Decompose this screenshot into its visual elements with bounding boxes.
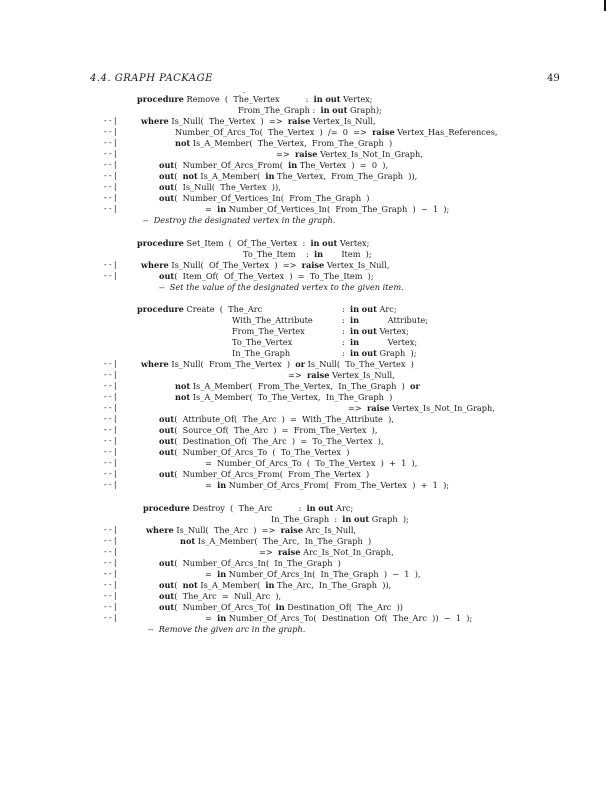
keyword: raise [372, 127, 395, 137]
code-line: => raise Vertex_Is_Not_In_Graph, [348, 403, 495, 413]
code-line: out( Destination_Of( The_Arc ) = To_The_Vertex ), [159, 436, 384, 446]
keyword: out [159, 271, 175, 281]
keyword: raise [301, 260, 325, 270]
change-bar: --| [103, 171, 119, 180]
change-bar: --| [103, 160, 119, 169]
running-header-section: 4.4. GRAPH PACKAGE [90, 73, 213, 84]
code-line: => raise Vertex_Is_Null, [288, 370, 395, 380]
code-line: Number_Of_Arcs_To( The_Vertex ) /= 0 => raise Vertex_Has_References, [175, 127, 498, 137]
code-line: To_The_Item : in Item ); [243, 249, 372, 259]
change-bar: --| [103, 149, 119, 158]
keyword: not [175, 381, 191, 391]
code-line [143, 215, 612, 226]
change-bar: --| [103, 536, 119, 545]
comment-text: -- Set the value of the designated vertex to the given item. [159, 282, 404, 292]
change-bar: --| [103, 381, 119, 390]
keyword: out [361, 304, 377, 314]
code-line: = in Number_Of_Arcs_From( From_The_Vertex ) + 1 ); [205, 480, 450, 490]
keyword: in [313, 94, 323, 104]
change-bar: --| [103, 138, 119, 147]
code-line: = Number_Of_Arcs_To ( To_The_Vertex ) + 1 ), [205, 458, 418, 468]
code-line: In_The_Graph : in out Graph ); [271, 514, 409, 524]
keyword: in [349, 348, 360, 358]
code-line: where Is_Null( Of_The_Vertex ) => raise Vertex_Is_Null, [141, 260, 390, 270]
code-line: out( not Is_A_Member( in The_Vertex, From_The_Graph )), [159, 171, 418, 181]
keyword: out [159, 580, 175, 590]
code-line: out( Number_Of_Vertices_In( From_The_Graph ) [159, 193, 370, 203]
keyword: in [275, 602, 285, 612]
change-bar: --| [103, 425, 119, 434]
code-line: out( Number_Of_Arcs_From( From_The_Vertex ) [159, 469, 370, 479]
keyword: out [159, 447, 175, 457]
keyword: in [217, 480, 227, 490]
keyword: in [265, 580, 275, 590]
keyword: in [349, 326, 360, 336]
keyword: in [306, 503, 316, 513]
code-line: not Is_A_Member( To_The_Vertex, In_The_Graph ) [175, 392, 393, 402]
code-line: : in Vertex; [342, 337, 418, 347]
keyword: out [318, 503, 334, 513]
code-line: out( The_Arc = Null_Arc ), [159, 591, 282, 601]
change-bar: --| [103, 613, 119, 622]
code-line: out( Source_Of( The_Arc ) = From_The_Vertex ), [159, 425, 378, 435]
code-line: out( Number_Of_Arcs_In( In_The_Graph ) [159, 558, 341, 568]
keyword: out [159, 591, 175, 601]
code-line: procedure Set_Item ( Of_The_Vertex : in out Vertex; [137, 238, 370, 248]
change-bar: --| [103, 525, 119, 534]
change-bar: --| [103, 469, 119, 478]
keyword: where [141, 359, 169, 369]
code-line: With_The_Attribute [232, 315, 313, 325]
code-line: out( not Is_A_Member( in The_Arc, In_The_Graph )), [159, 580, 392, 590]
change-bar: --| [103, 569, 119, 578]
code-line: From_The_Vertex [232, 326, 305, 336]
keyword: raise [306, 370, 330, 380]
keyword: out [332, 105, 348, 115]
keyword: raise [277, 547, 301, 557]
change-bar: --| [103, 602, 119, 611]
change-bar: --| [103, 116, 119, 125]
keyword: where [141, 116, 169, 126]
change-bar: --| [103, 370, 119, 379]
keyword: in [342, 514, 352, 524]
code-line [148, 624, 612, 635]
keyword: out [353, 514, 370, 524]
change-bar: --| [103, 447, 119, 456]
keyword: out [159, 425, 175, 435]
change-bar: --| [103, 458, 119, 467]
code-line: = in Number_Of_Vertices_In( From_The_Graph ) − 1 ); [205, 204, 450, 214]
code-line: => raise Arc_Is_Not_In_Graph, [259, 547, 394, 557]
change-bar: --| [103, 260, 119, 269]
keyword: in [288, 160, 298, 170]
keyword: out [361, 348, 377, 358]
keyword: where [146, 525, 174, 535]
comment-text: -- Remove the given arc in the graph. [148, 624, 306, 634]
code-line: = in Number_Of_Arcs_In( In_The_Graph ) − 1 ), [205, 569, 421, 579]
keyword: out [159, 171, 175, 181]
keyword: raise [366, 403, 390, 413]
code-line: out( Item_Of( Of_The_Vertex ) = To_The_Item ); [159, 271, 374, 281]
code-line: In_The_Graph [232, 348, 291, 358]
code-line [159, 282, 612, 293]
keyword: out [159, 602, 175, 612]
keyword: procedure [137, 94, 184, 104]
code-line: procedure Create ( The_Arc [137, 304, 263, 314]
keyword: out [322, 238, 338, 248]
keyword: out [159, 160, 175, 170]
change-bar: --| [103, 480, 119, 489]
keyword: in [349, 315, 360, 325]
change-bar: --| [103, 193, 119, 202]
change-bar: --| [103, 591, 119, 600]
change-bar: --| [103, 414, 119, 423]
keyword: out [159, 182, 175, 192]
code-line: To_The_Vertex [232, 337, 293, 347]
code-line: : in out Arc; [342, 304, 397, 314]
code-line: From_The_Graph : in out Graph); [238, 105, 382, 115]
code-line: => raise Vertex_Is_Not_In_Graph, [276, 149, 423, 159]
keyword: in [217, 204, 227, 214]
code-line: : in Attribute; [342, 315, 428, 325]
keyword: in [310, 238, 320, 248]
change-bar: --| [103, 436, 119, 445]
keyword: or [410, 381, 420, 391]
keyword: in [320, 105, 330, 115]
change-bar: --| [103, 182, 119, 191]
code-line: out( Attribute_Of( The_Arc ) = With_The_Attribute ), [159, 414, 394, 424]
comment-text: -- Destroy the designated vertex in the graph. [143, 215, 336, 225]
keyword: not [175, 392, 191, 402]
keyword: out [159, 414, 175, 424]
code-line: not Is_A_Member( The_Arc, In_The_Graph ) [180, 536, 372, 546]
keyword: not [182, 171, 198, 181]
keyword: in [265, 171, 275, 181]
keyword: not [180, 536, 196, 546]
change-bar: --| [103, 392, 119, 401]
code-line: not Is_A_Member( From_The_Vertex, In_The_Graph ) or [175, 381, 420, 391]
code-line: out( Number_Of_Arcs_From( in The_Vertex ) = 0 ), [159, 160, 389, 170]
keyword: in [217, 569, 227, 579]
keyword: out [159, 436, 175, 446]
keyword: where [141, 260, 169, 270]
keyword: not [175, 138, 191, 148]
keyword: out [159, 193, 175, 203]
keyword: in [349, 304, 360, 314]
change-bar: --| [103, 127, 119, 136]
change-bar: --| [103, 547, 119, 556]
keyword: out [361, 326, 377, 336]
page-number: 49 [547, 73, 560, 84]
code-line: = in Number_Of_Arcs_To( Destination Of( The_Arc )) − 1 ); [205, 613, 473, 623]
keyword: out [325, 94, 341, 104]
keyword: out [159, 469, 175, 479]
keyword: procedure [137, 238, 184, 248]
code-line: procedure Destroy ( The_Arc : in out Arc; [143, 503, 354, 513]
keyword: procedure [137, 304, 184, 314]
code-line: out( Is_Null( The_Vertex )), [159, 182, 281, 192]
keyword: out [159, 558, 175, 568]
code-line: out( Number_Of_Arcs_To ( To_The_Vertex ) [159, 447, 350, 457]
keyword: not [182, 580, 198, 590]
keyword: raise [294, 149, 318, 159]
code-line: where Is_Null( From_The_Vertex ) or Is_Null( To_The_Vertex ) [141, 359, 414, 369]
keyword: procedure [143, 503, 190, 513]
change-bar: --| [103, 580, 119, 589]
change-bar: --| [103, 359, 119, 368]
keyword: raise [280, 525, 304, 535]
change-bar: --| [103, 558, 119, 567]
keyword: in [217, 613, 227, 623]
change-bar: --| [103, 204, 119, 213]
code-line: where Is_Null( The_Vertex ) => raise Vertex_Is_Null, [141, 116, 376, 126]
change-bar: --| [103, 403, 119, 412]
code-line: procedure Remove ( The_Vertex : in out Vertex; [137, 94, 373, 104]
margin-rule [604, 0, 606, 11]
keyword: or [295, 359, 306, 369]
change-bar: --| [103, 271, 119, 280]
code-line: not Is_A_Member( The_Vertex, From_The_Graph ) [175, 138, 393, 148]
keyword: raise [287, 116, 311, 126]
code-line: : in out Graph ); [342, 348, 417, 358]
print-speck [243, 92, 245, 93]
code-line: where Is_Null( The_Arc ) => raise Arc_Is_Null, [146, 525, 357, 535]
code-line: : in out Vertex; [342, 326, 409, 336]
code-line: out( Number_Of_Arcs_To( in Destination_Of( The_Arc )) [159, 602, 403, 612]
keyword: in [314, 249, 324, 259]
keyword: in [349, 337, 360, 347]
